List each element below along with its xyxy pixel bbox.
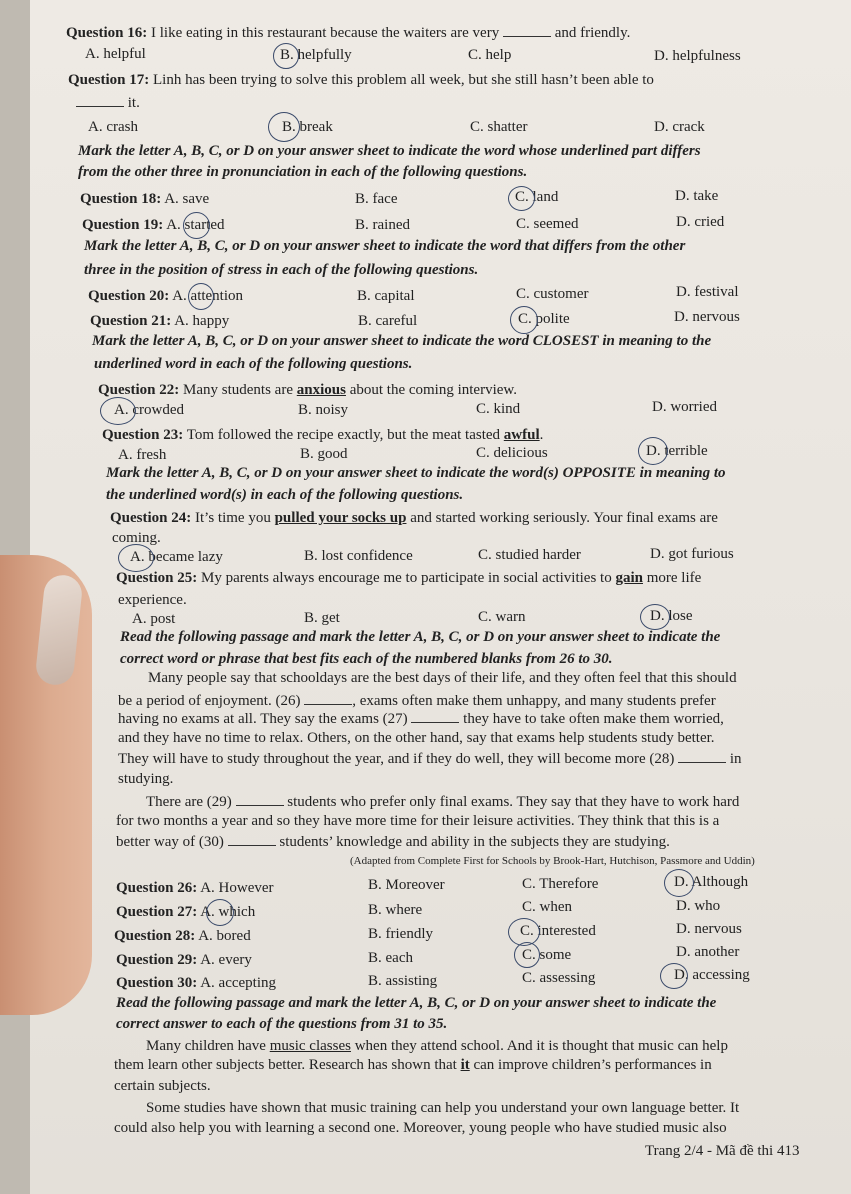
passage1-line3: having no exams at all. They say the exams (27) they have to take often make them worried, bbox=[118, 711, 724, 727]
q26-label: Question 26: A. However bbox=[116, 880, 274, 896]
answer-circle bbox=[206, 899, 234, 926]
q25-stem: Question 25: My parents always encourage me to participate in social activities to gain more life bbox=[116, 570, 702, 586]
answer-circle bbox=[514, 942, 540, 968]
q22-option-b: B. noisy bbox=[298, 402, 349, 418]
q19-option-d: D. cried bbox=[676, 214, 725, 230]
passage1-line5: They will have to study throughout the year, and if they do well, they will become more (28) in bbox=[118, 751, 742, 767]
q30-option-b: B. assisting bbox=[368, 973, 438, 989]
passage2-line2: them learn other subjects better. Research has shown that it can improve children’s performances in bbox=[114, 1057, 712, 1073]
q25-option-a: A. post bbox=[132, 611, 176, 627]
answer-circle bbox=[660, 963, 688, 989]
q26-option-d: D. Although bbox=[674, 874, 749, 890]
q29-option-d: D. another bbox=[676, 944, 740, 960]
answer-circle bbox=[510, 306, 538, 334]
q24-option-a: A. became lazy bbox=[130, 549, 223, 565]
q25-stem-end: experience. bbox=[118, 592, 187, 608]
q24-option-d: D. got furious bbox=[650, 546, 734, 562]
instruction-stress: Mark the letter A, B, C, or D on your answer sheet to indicate the word that differs from the other bbox=[84, 238, 686, 254]
q21-option-d: D. nervous bbox=[674, 309, 740, 325]
q16-option-d: D. helpfulness bbox=[654, 48, 741, 64]
instruction-reading-2: correct answer to each of the questions from 31 to 35. bbox=[116, 1016, 448, 1032]
q27-label: Question 27: A. which bbox=[116, 904, 256, 920]
q23-option-d: D. terrible bbox=[646, 443, 708, 459]
q23-option-a: A. fresh bbox=[118, 447, 167, 463]
instruction-reading: Read the following passage and mark the letter A, B, C, or D on your answer sheet to indicate the bbox=[116, 995, 717, 1011]
q23-option-c: C. delicious bbox=[476, 445, 548, 461]
q30-label: Question 30: A. accepting bbox=[116, 975, 277, 991]
q16-option-b: B. helpfully bbox=[280, 47, 352, 63]
q27-option-b: B. where bbox=[368, 902, 423, 918]
q26-option-c: C. Therefore bbox=[522, 876, 599, 892]
q19-option-c: C. seemed bbox=[516, 216, 579, 232]
q29-label: Question 29: A. every bbox=[116, 952, 252, 968]
q26-option-b: B. Moreover bbox=[368, 877, 445, 893]
q16-option-c: C. help bbox=[468, 47, 512, 63]
q22-stem: Question 22: Many students are anxious about the coming interview. bbox=[98, 382, 518, 398]
answer-circle bbox=[273, 43, 299, 69]
q29-option-b: B. each bbox=[368, 950, 413, 966]
answer-circle bbox=[664, 869, 694, 897]
q18-label: Question 18: A. save bbox=[80, 191, 210, 207]
q22-option-c: C. kind bbox=[476, 401, 521, 417]
answer-circle bbox=[268, 112, 300, 142]
q24-option-b: B. lost confidence bbox=[304, 548, 413, 564]
q16-stem: Question 16: I like eating in this restaurant because the waiters are very and friendly. bbox=[66, 25, 631, 41]
instruction-opposite-2: the underlined word(s) in each of the following questions. bbox=[106, 487, 464, 503]
instruction-cloze: Read the following passage and mark the letter A, B, C, or D on your answer sheet to indicate the bbox=[120, 629, 721, 645]
passage1-line9: better way of (30) students’ knowledge and ability in the subjects they are studying. bbox=[116, 834, 670, 850]
page-footer: Trang 2/4 - Mã đề thi 413 bbox=[645, 1143, 800, 1159]
q23-stem: Question 23: Tom followed the recipe exactly, but the meat tasted awful. bbox=[102, 427, 544, 443]
q17-option-d: D. crack bbox=[654, 119, 705, 135]
q23-option-b: B. good bbox=[300, 446, 348, 462]
q27-option-d: D. who bbox=[676, 898, 721, 914]
passage1-line6: studying. bbox=[118, 771, 174, 787]
q21-label: Question 21: A. happy bbox=[90, 313, 230, 329]
passage1-line2: be a period of enjoyment. (26) , exams often make them unhappy, and many students prefer bbox=[118, 693, 716, 709]
passage1-line8: for two months a year and so they have more time for their leisure activities. They think that this is a bbox=[116, 813, 720, 829]
passage1-line1: Many people say that schooldays are the best days of their life, and they often feel that this should bbox=[148, 670, 737, 686]
q28-option-d: D. nervous bbox=[676, 921, 742, 937]
passage2-line4: Some studies have shown that music training can help you understand your own language better. It bbox=[146, 1100, 740, 1116]
passage2-line3: certain subjects. bbox=[114, 1078, 211, 1094]
q28-option-c: C. interested bbox=[520, 923, 596, 939]
passage2-line1: Many children have music classes when they attend school. And it is thought that music can help bbox=[146, 1038, 728, 1054]
q19-option-b: B. rained bbox=[355, 217, 410, 233]
answer-circle bbox=[100, 397, 136, 425]
q20-option-c: C. customer bbox=[516, 286, 589, 302]
answer-circle bbox=[508, 186, 535, 211]
answer-circle bbox=[188, 283, 214, 310]
q18-option-d: D. take bbox=[675, 188, 719, 204]
q18-option-b: B. face bbox=[355, 191, 398, 207]
instruction-pronunciation-2: from the other three in pronunciation in each of the following questions. bbox=[78, 164, 528, 180]
instruction-closest-2: underlined word in each of the following questions. bbox=[94, 356, 413, 372]
answer-circle bbox=[118, 544, 154, 572]
q20-option-d: D. festival bbox=[676, 284, 739, 300]
q17-option-b: B. break bbox=[282, 119, 333, 135]
answer-circle bbox=[640, 604, 670, 630]
answer-circle bbox=[638, 437, 668, 465]
q17-option-a: A. crash bbox=[88, 119, 138, 135]
passage1-line7: There are (29) students who prefer only final exams. They say that they have to work hard bbox=[146, 794, 740, 810]
answer-circle bbox=[183, 212, 210, 239]
instruction-opposite: Mark the letter A, B, C, or D on your answer sheet to indicate the word(s) OPPOSITE in meaning to bbox=[106, 465, 726, 481]
q16-option-a: A. helpful bbox=[85, 46, 146, 62]
q28-label: Question 28: A. bored bbox=[114, 928, 251, 944]
q24-option-c: C. studied harder bbox=[478, 547, 581, 563]
q25-option-d: D. lose bbox=[650, 608, 693, 624]
q29-option-c: C. some bbox=[522, 947, 572, 963]
passage1-source: (Adapted from Complete First for Schools by Brook-Hart, Hutchison, Passmore and Uddin) bbox=[350, 855, 755, 867]
q25-option-c: C. warn bbox=[478, 609, 526, 625]
instruction-cloze-2: correct word or phrase that best fits each of the numbered blanks from 26 to 30. bbox=[120, 651, 613, 667]
passage1-line4: and they have no time to relax. Others, on the other hand, say that exams help students study better. bbox=[118, 730, 715, 746]
q28-option-b: B. friendly bbox=[368, 926, 433, 942]
q17-option-c: C. shatter bbox=[470, 119, 528, 135]
q18-option-c: C. land bbox=[515, 189, 559, 205]
q17-stem: Question 17: Linh has been trying to solve this problem all week, but she still hasn’t been able to bbox=[68, 72, 654, 88]
passage2-line5: could also help you with learning a second one. Moreover, young people who have studied music also bbox=[114, 1120, 727, 1136]
q30-option-c: C. assessing bbox=[522, 970, 596, 986]
instruction-stress-2: three in the position of stress in each of the following questions. bbox=[84, 262, 479, 278]
instruction-closest: Mark the letter A, B, C, or D on your answer sheet to indicate the word CLOSEST in meaning to the bbox=[92, 333, 712, 349]
instruction-pronunciation: Mark the letter A, B, C, or D on your answer sheet to indicate the word whose underlined part differs bbox=[78, 143, 701, 159]
q22-option-a: A. crowded bbox=[114, 402, 184, 418]
q30-option-d: D. accessing bbox=[674, 967, 750, 983]
q21-option-c: C. polite bbox=[518, 311, 570, 327]
q20-label: Question 20: A. attention bbox=[88, 288, 244, 304]
q24-stem-end: coming. bbox=[112, 530, 161, 546]
q20-option-b: B. capital bbox=[357, 288, 415, 304]
q22-option-d: D. worried bbox=[652, 399, 717, 415]
q24-stem: Question 24: It’s time you pulled your socks up and started working seriously. Your final exams are bbox=[110, 510, 718, 526]
q19-label: Question 19: A. started bbox=[82, 217, 225, 233]
q25-option-b: B. get bbox=[304, 610, 340, 626]
q27-option-c: C. when bbox=[522, 899, 572, 915]
q21-option-b: B. careful bbox=[358, 313, 418, 329]
q17-stem-end: it. bbox=[76, 94, 140, 112]
